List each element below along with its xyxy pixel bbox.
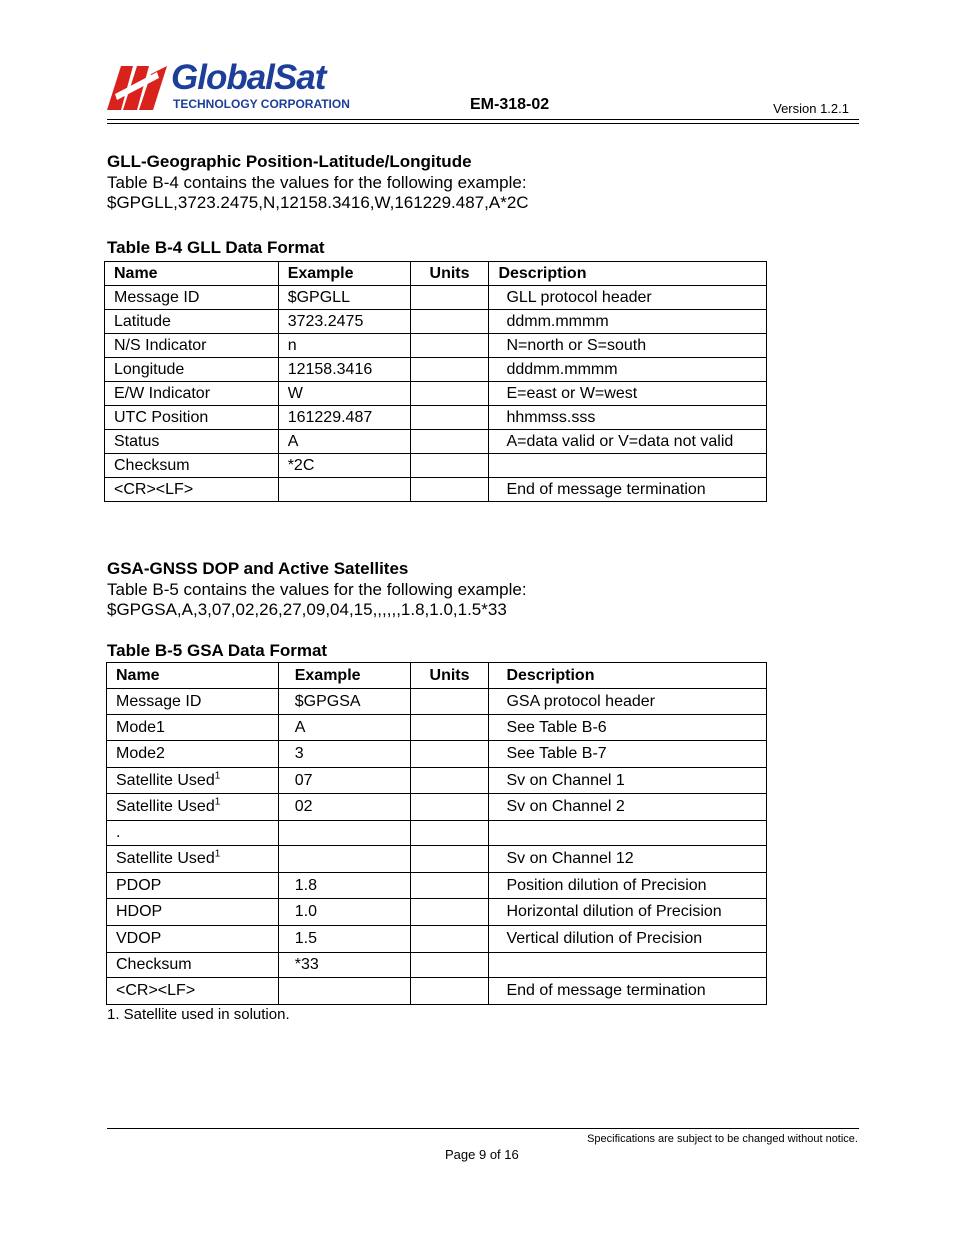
cell-name [107, 953, 279, 978]
gll-data-table [104, 261, 767, 502]
cell-description [489, 741, 767, 768]
cell-text: n [287, 336, 297, 354]
cell-text: 12158.3416 [287, 360, 373, 378]
cell-name [105, 310, 279, 334]
cell-description [489, 846, 767, 873]
cell-units [410, 689, 489, 715]
document-version: Version 1.2.1 [773, 101, 849, 116]
column-header-units: Units [410, 663, 489, 689]
cell-description [489, 978, 767, 1005]
cell-description [489, 768, 767, 794]
cell-example [278, 953, 410, 978]
cell-text: Message ID [114, 288, 200, 306]
cell-units [410, 382, 489, 406]
column-header-example: Example [278, 262, 410, 286]
cell-name [105, 430, 279, 454]
cell-name [105, 406, 279, 430]
cell-text: <CR><LF> [116, 982, 196, 999]
cell-text: Latitude [114, 312, 171, 330]
cell-text: Checksum [116, 956, 192, 973]
cell-name [105, 478, 279, 502]
cell-text: Checksum [114, 456, 190, 474]
cell-example [278, 382, 410, 406]
cell-name [107, 978, 279, 1005]
cell-text: N/S Indicator [114, 336, 207, 354]
cell-text: Mode1 [116, 718, 165, 736]
cell-text: Satellite Used [116, 771, 215, 789]
cell-text: Sv on Channel 12 [506, 850, 634, 867]
cell-description [489, 478, 767, 502]
logo-wordmark: GlobalSat [171, 58, 326, 97]
footnote-marker: 1 [214, 770, 221, 782]
cell-units [410, 926, 489, 953]
cell-example [278, 715, 410, 741]
cell-text: 02 [294, 798, 313, 815]
cell-name [107, 926, 279, 953]
table-row [105, 430, 767, 454]
gsa-intro-text: Table B-5 contains the values for the following example: [107, 580, 527, 599]
cell-text: 3 [294, 745, 304, 762]
cell-text: . [116, 824, 121, 841]
table-row [107, 821, 767, 846]
table-row [107, 741, 767, 768]
gll-table-title: Table B-4 GLL Data Format [107, 238, 325, 257]
cell-description [489, 454, 767, 478]
cell-text: Sv on Channel 2 [506, 798, 625, 815]
cell-name [107, 794, 279, 821]
cell-text: See Table B-7 [506, 745, 607, 762]
cell-name [107, 873, 279, 899]
footer-disclaimer: Specifications are subject to be changed without notice. [587, 1133, 858, 1145]
cell-text: GLL protocol header [506, 288, 652, 306]
cell-example [278, 334, 410, 358]
cell-text: E/W Indicator [114, 384, 211, 402]
cell-description [489, 430, 767, 454]
footer-rule [107, 1128, 859, 1129]
cell-text: *33 [294, 956, 319, 973]
cell-text: W [287, 384, 303, 402]
cell-description [489, 953, 767, 978]
cell-text: 1.0 [294, 903, 317, 920]
cell-example [278, 741, 410, 768]
table-row [105, 478, 767, 502]
table-row [105, 406, 767, 430]
cell-text: See Table B-6 [506, 718, 607, 736]
cell-text: hhmmss.sss [506, 408, 596, 426]
cell-units [410, 334, 489, 358]
cell-name [105, 382, 279, 406]
document-id: EM-318-02 [470, 96, 550, 113]
table-row [107, 953, 767, 978]
cell-name [107, 741, 279, 768]
cell-units [410, 406, 489, 430]
cell-text: N=north or S=south [506, 336, 647, 354]
cell-text: End of message termination [506, 480, 706, 498]
cell-units [410, 430, 489, 454]
footnote-marker: 1 [214, 796, 221, 808]
cell-text: Horizontal dilution of Precision [506, 903, 722, 920]
cell-description [489, 873, 767, 899]
cell-units [410, 741, 489, 768]
cell-name [107, 768, 279, 794]
gll-intro-text: Table B-4 contains the values for the following example: [107, 173, 527, 192]
table-row [105, 454, 767, 478]
cell-text: Vertical dilution of Precision [506, 930, 703, 947]
table-row [107, 926, 767, 953]
cell-units [410, 358, 489, 382]
table-row [105, 382, 767, 406]
cell-units [410, 978, 489, 1005]
cell-example [278, 406, 410, 430]
cell-text: A [294, 718, 306, 736]
cell-name [107, 821, 279, 846]
cell-text: Satellite Used [116, 850, 215, 867]
cell-units [410, 873, 489, 899]
table-row [107, 846, 767, 873]
cell-name [105, 334, 279, 358]
cell-description [489, 286, 767, 310]
cell-text: Mode2 [116, 745, 165, 762]
column-header-name: Name [105, 262, 279, 286]
table-row [107, 873, 767, 899]
cell-description [489, 358, 767, 382]
cell-example [278, 768, 410, 794]
column-header-description: Description [489, 262, 767, 286]
cell-text: 1.5 [294, 930, 317, 947]
table-row [107, 978, 767, 1005]
header-rule-bottom [107, 123, 859, 124]
cell-text: $GPGLL [287, 288, 350, 306]
header-rule-top [107, 119, 859, 120]
table-row [105, 358, 767, 382]
cell-text: GSA protocol header [506, 692, 655, 710]
page-number: Page 9 of 16 [445, 1147, 519, 1162]
logo-mark-icon [107, 64, 169, 112]
cell-example [278, 873, 410, 899]
gll-example-sentence: $GPGLL,3723.2475,N,12158.3416,W,161229.487,A*2C [107, 193, 529, 212]
cell-description [489, 689, 767, 715]
table-row [105, 286, 767, 310]
cell-description [489, 382, 767, 406]
cell-units [410, 715, 489, 741]
cell-example [278, 454, 410, 478]
cell-text: Message ID [116, 692, 202, 710]
cell-text: End of message termination [506, 982, 706, 999]
gsa-footnote: 1. Satellite used in solution. [107, 1006, 290, 1023]
cell-example [278, 821, 410, 846]
column-header-description: Description [489, 663, 767, 689]
cell-name [105, 286, 279, 310]
table-row [107, 899, 767, 926]
cell-text: A [287, 432, 299, 450]
cell-description [489, 406, 767, 430]
table-row [105, 334, 767, 358]
cell-example [278, 794, 410, 821]
cell-units [410, 794, 489, 821]
cell-text: 07 [294, 771, 313, 789]
cell-units [410, 953, 489, 978]
cell-text: Longitude [114, 360, 185, 378]
cell-units [410, 768, 489, 794]
cell-example [278, 358, 410, 382]
gsa-data-table [106, 662, 767, 1005]
cell-name [107, 846, 279, 873]
cell-example [278, 978, 410, 1005]
cell-units [410, 846, 489, 873]
cell-units [410, 899, 489, 926]
cell-text: Sv on Channel 1 [506, 771, 625, 789]
cell-text: ddmm.mmmm [506, 312, 609, 330]
cell-example [278, 846, 410, 873]
cell-description [489, 794, 767, 821]
cell-text: Position dilution of Precision [506, 876, 707, 894]
cell-text: PDOP [116, 876, 162, 894]
cell-name [105, 358, 279, 382]
cell-text: 3723.2475 [287, 312, 364, 330]
cell-example [278, 899, 410, 926]
globalsat-logo [107, 60, 357, 112]
cell-text: *2C [287, 456, 315, 474]
table-row [107, 794, 767, 821]
cell-description [489, 334, 767, 358]
cell-text: VDOP [116, 930, 162, 947]
cell-text: HDOP [116, 903, 163, 920]
cell-description [489, 926, 767, 953]
table-row [105, 310, 767, 334]
gll-section-title: GLL-Geographic Position-Latitude/Longitude [107, 152, 472, 171]
cell-text: dddmm.mmmm [506, 360, 618, 378]
cell-text: A=data valid or V=data not valid [506, 432, 734, 450]
cell-units [410, 821, 489, 846]
cell-units [410, 478, 489, 502]
cell-example [278, 689, 410, 715]
cell-text: Status [114, 432, 160, 450]
table-row [107, 689, 767, 715]
page-header [107, 60, 859, 126]
cell-text: E=east or W=west [506, 384, 638, 402]
cell-units [410, 454, 489, 478]
cell-description [489, 310, 767, 334]
cell-name [107, 689, 279, 715]
gsa-example-sentence: $GPGSA,A,3,07,02,26,27,09,04,15,,,,,,1.8,1.0,1.5*33 [107, 600, 507, 619]
cell-description [489, 715, 767, 741]
column-header-name: Name [107, 663, 279, 689]
table-header-row [105, 262, 767, 286]
column-header-units: Units [410, 262, 489, 286]
cell-units [410, 286, 489, 310]
table-header-row [107, 663, 767, 689]
cell-example [278, 926, 410, 953]
cell-text: UTC Position [114, 408, 209, 426]
cell-text: 161229.487 [287, 408, 373, 426]
table-row [107, 768, 767, 794]
cell-description [489, 899, 767, 926]
table-row [107, 715, 767, 741]
cell-text: 1.8 [294, 876, 317, 894]
cell-name [107, 899, 279, 926]
cell-name [107, 715, 279, 741]
gsa-section-title: GSA-GNSS DOP and Active Satellites [107, 559, 409, 578]
cell-example [278, 478, 410, 502]
cell-text: $GPGSA [294, 692, 361, 710]
column-header-example: Example [278, 663, 410, 689]
gsa-table-title: Table B-5 GSA Data Format [107, 641, 328, 660]
cell-text: Satellite Used [116, 798, 215, 815]
logo-subtitle: TECHNOLOGY CORPORATION [173, 97, 350, 111]
cell-example [278, 286, 410, 310]
cell-units [410, 310, 489, 334]
cell-example [278, 310, 410, 334]
cell-name [105, 454, 279, 478]
cell-example [278, 430, 410, 454]
footnote-marker: 1 [214, 848, 221, 860]
cell-text: <CR><LF> [114, 480, 194, 498]
cell-description [489, 821, 767, 846]
